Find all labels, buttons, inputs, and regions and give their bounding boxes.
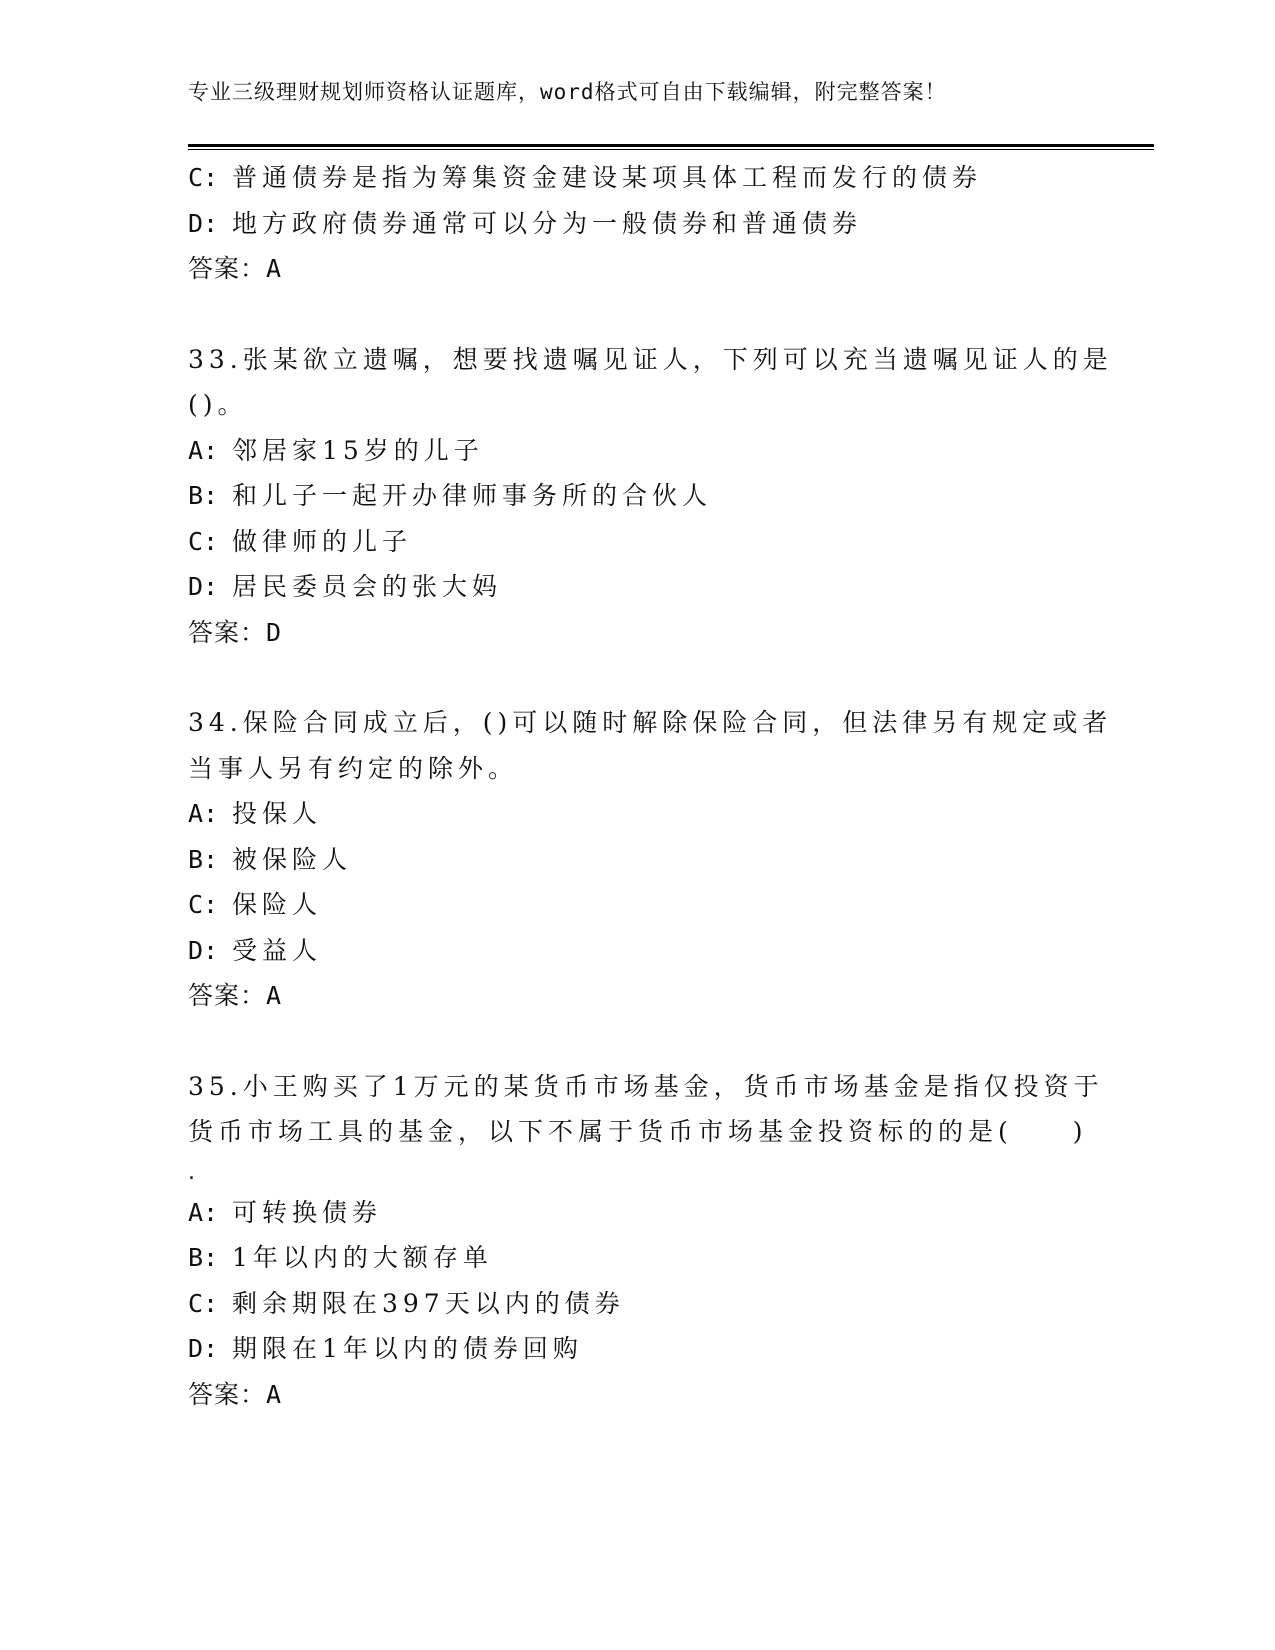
option-key: D: <box>188 208 219 238</box>
option-key: B: <box>188 844 219 874</box>
spacer <box>188 655 1088 700</box>
option-d <box>188 1326 1088 1372</box>
option-text: 剩余期限在397天以内的债券 <box>232 1288 625 1318</box>
option-text: 地方政府债券通常可以分为一般债券和普通债券 <box>232 208 863 238</box>
question-stem: ()。 <box>188 390 248 419</box>
question-stem: 当事人另有约定的除外。 <box>188 753 519 783</box>
option-text: 普通债券是指为筹集资金建设某项具体工程而发行的债券 <box>232 163 983 192</box>
spacer <box>188 1019 1088 1064</box>
answer-label: 答案： <box>188 254 267 283</box>
option-b <box>188 473 1088 519</box>
option-text: 和儿子一起开办律师事务所的合伙人 <box>232 481 713 510</box>
option-text: 做律师的儿子 <box>232 526 413 556</box>
answer-line <box>188 246 1088 292</box>
header-rule-thick <box>188 144 1154 147</box>
option-key: B: <box>188 481 219 510</box>
option-text: 1年以内的大额存单 <box>232 1243 493 1272</box>
option-key: C: <box>188 526 219 556</box>
option-key: D: <box>188 935 219 965</box>
question-32-tail <box>188 155 1088 292</box>
option-text: 期限在1年以内的债券回购 <box>232 1334 583 1363</box>
question-35 <box>188 1064 1104 1418</box>
option-c <box>188 519 1088 565</box>
question-34 <box>188 700 1113 1019</box>
answer-label: 答案： <box>188 981 267 1010</box>
question-stem: . <box>188 1159 195 1185</box>
option-d <box>188 201 1088 247</box>
option-key: D: <box>188 1334 219 1363</box>
answer-value: A <box>266 1379 283 1409</box>
option-text: 可转换债券 <box>232 1197 383 1227</box>
option-text: 投保人 <box>232 799 323 828</box>
option-text: 被保险人 <box>232 844 353 874</box>
option-b <box>188 837 1088 883</box>
option-text: 受益人 <box>232 935 323 965</box>
option-text: 邻居家15岁的儿子 <box>232 435 484 465</box>
question-33 <box>188 337 1113 656</box>
question-stem: 33.张某欲立遗嘱，想要找遗嘱见证人，下列可以充当遗嘱见证人的是 <box>188 344 1113 374</box>
header-rule-thin <box>188 149 1154 150</box>
option-key: C: <box>188 1288 219 1318</box>
option-c <box>188 155 1088 201</box>
option-key: A: <box>188 435 219 465</box>
option-c <box>188 882 1088 928</box>
answer-line <box>188 610 1088 656</box>
option-key: A: <box>188 799 219 828</box>
option-text: 保险人 <box>232 890 323 919</box>
spacer <box>188 292 1088 337</box>
option-d <box>188 928 1088 974</box>
answer-value: A <box>266 981 283 1010</box>
option-text: 居民委员会的张大妈 <box>232 572 503 601</box>
option-key: A: <box>188 1197 219 1227</box>
option-key: C: <box>188 163 219 192</box>
option-c <box>188 1281 1088 1327</box>
option-b <box>188 1235 1088 1281</box>
answer-label: 答案： <box>188 1379 267 1409</box>
option-d <box>188 564 1088 610</box>
option-key: C: <box>188 890 219 919</box>
option-a <box>188 428 1088 474</box>
question-stem: 35.小王购买了1万元的某货币市场基金，货币市场基金是指仅投资于 <box>188 1071 1104 1101</box>
answer-line <box>188 973 1088 1019</box>
option-a <box>188 1190 1088 1236</box>
question-content <box>188 155 1113 1417</box>
answer-value: A <box>266 254 283 283</box>
option-a <box>188 791 1088 837</box>
question-stem: 34.保险合同成立后，()可以随时解除保险合同，但法律另有规定或者 <box>188 708 1113 737</box>
answer-label: 答案： <box>188 617 267 647</box>
answer-line <box>188 1372 1088 1418</box>
answer-value: D <box>266 617 283 647</box>
page-header: 专业三级理财规划师资格认证题库，word格式可自由下载编辑，附完整答案！ <box>188 80 947 104</box>
option-key: B: <box>188 1243 219 1272</box>
option-key: D: <box>188 572 219 601</box>
question-stem: 货币市场工具的基金，以下不属于货币市场基金投资标的的是( ) <box>188 1117 1088 1146</box>
